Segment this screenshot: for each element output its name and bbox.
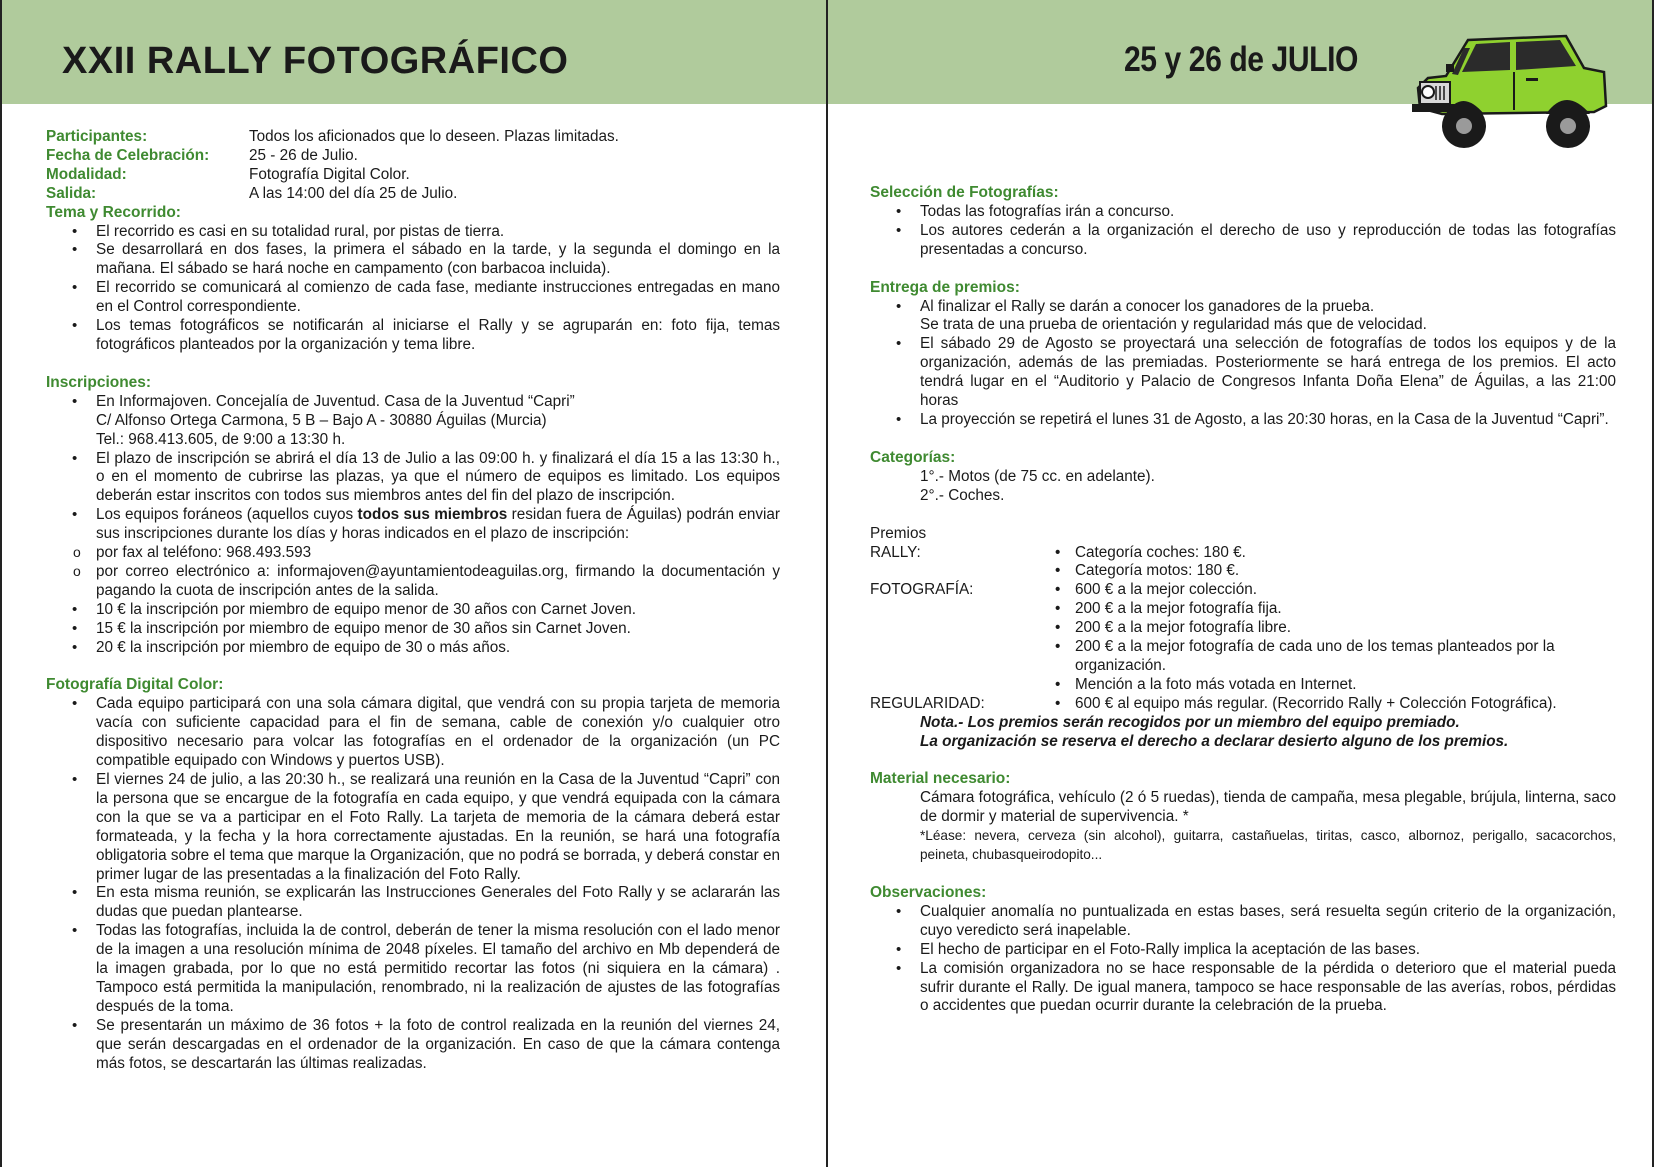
list-item: • 200 € a la mejor fotografía de cada uno de los temas planteados por la organización. [1050,638,1616,676]
list-item: • El viernes 24 de julio, a las 20:30 h., se realizará una reunión en la Casa de la Juventud “Capri” con la persona que se encargue de la fotografía en cada equipo, y que vendrá equipada con la cámara con la que se va a participar en el Foto Rally. La tarjeta de memoria de la cámara deberá estar formateada, y la fecha y la hora correctamente ajustadas. En la reunión, se hará una fotografía obligatoria sobre el tema que marque la Organización, que no podrá se borrada, y deberá constar en primer lugar de las presentadas a la finalización del Foto Rally. [46,771,780,884]
premios-label: Premios [870,524,927,542]
list-item: • Se presentarán un máximo de 36 fotos + la foto de control realizada en la reunión del viernes 24, que serán descargadas en el ordenador de la organización. En caso de que la cámara contenga más fotos, se descartarán las últimas realizadas. [46,1017,780,1074]
list-item: • La proyección se repetirá el lunes 31 de Agosto, a las 20:30 horas, en la Casa de la Juventud “Capri”. [870,411,1616,430]
sublist [46,544,780,601]
inscripciones-heading: Inscripciones: [46,373,152,391]
place-line: • En Informajoven. Concejalía de Juventud. Casa de la Juventud “Capri” [96,392,575,410]
meta-value: A las 14:00 del día 25 de Julio. [249,184,458,202]
left-banner [2,0,826,104]
list-item: • Categoría motos: 180 €. [1050,562,1616,581]
premio-group [870,544,1616,582]
phone-line: Tel.: 968.413.605, de 9:00 a 13:30 h. [96,430,346,448]
tema-heading: Tema y Recorrido: [46,203,181,221]
list-item: • El plazo de inscripción se abrirá el día 13 de Julio a las 09:00 h. y finalizará el día 15 a las 13:30 h., o en el momento de cubrirse las plazas, ya que el número de equipos es limitado. Los equipos deberán estar inscritos con todos sus miembros antes del fin del plazo de inscripción. [46,450,780,507]
text-line: • Al finalizar el Rally se darán a conocer los ganadores de la prueba. [920,297,1375,315]
list-item: • El sábado 29 de Agosto se proyectará una selección de fotografías de todos los equipos y de la organización, además de las premiadas. Posteriormente se hará entrega de los premios. El acto tendrá lugar en el “Auditorio y Palacio de Congresos Infanta Doña Elena” de Águilas, a las 21:00 horas [870,335,1616,411]
list-item: • 600 € al equipo más regular. (Recorrido Rally + Colección Fotográfica). [1050,695,1616,714]
list-item: • Los temas fotográficos se notificarán al iniciarse el Rally y se agruparán en: foto fija, temas fotográficos planteados por la organización y tema libre. [46,317,780,355]
premio-key: FOTOGRAFÍA: [870,581,974,599]
meta-row [46,128,780,147]
list-item: • Los autores cederán a la organización el derecho de uso y reproducción de todas las fotografías presentadas a concurso. [870,222,1616,260]
list-item: • El recorrido es casi en su totalidad rural, por pistas de tierra. [46,223,780,242]
seleccion-list [870,203,1616,260]
list-item: • La comisión organizadora no se hace responsable de la pérdida o deterioro que el material pueda sufrir durante el Rally. De igual manera, tampoco se hace responsable de las averías, robos, pérdidas o accidentes que puedan ocurrir durante la celebración de la prueba. [870,960,1616,1017]
list-item: • 10 € la inscripción por miembro de equipo menor de 30 años con Carnet Joven. [46,601,780,620]
list-item: • Todas las fotografías irán a concurso. [870,203,1616,222]
premios-note: La organización se reserva el derecho a declarar desierto alguno de los premios. [920,732,1509,750]
observaciones-heading: Observaciones: [870,884,987,901]
list-item: • 600 € a la mejor colección. [1050,581,1616,600]
seleccion-heading: Selección de Fotografías: [870,184,1059,201]
sublist-item: o por fax al teléfono: 968.493.593 [46,544,780,563]
observaciones-list [870,903,1616,1016]
meta-value: Todos los aficionados que lo deseen. Plazas limitadas. [249,128,619,145]
categoria-item: 2°.- Coches. [920,486,1005,504]
right-content [870,184,1616,1016]
left-page [0,0,826,1167]
list-item: • Categoría coches: 180 €. [1050,544,1616,563]
premio-items [1050,695,1616,714]
meta-key: Participantes: [46,128,148,145]
event-meta [46,128,780,204]
bold-text: todos sus miembros [357,506,508,524]
list-item: • El recorrido se comunicará al comienzo de cada fase, mediante instrucciones entregadas en mano en el Control correspondiente. [46,279,780,317]
list-item: • 200 € a la mejor fotografía fija. [1050,600,1616,619]
meta-key: Fecha de Celebración: [46,146,210,164]
meta-row [46,166,780,185]
premio-items [1050,581,1616,694]
text-span: residan fuera de Águilas) podrán enviar sus inscripciones durante los días y horas indicados en el plazo de inscripción: [96,506,780,543]
fotografia-list [46,695,780,1073]
list-item: • Se desarrollará en dos fases, la primera el sábado en la tarde, y la segunda el domingo en la mañana. El sábado se hará noche en campamento (con barbacoa incluida). [46,241,780,279]
list-item: • En esta misma reunión, se explicarán las Instrucciones Generales del Foto Rally y se aclararán las dudas que puedan plantearse. [46,884,780,922]
list-item: • Mención a la foto más votada en Internet. [1050,676,1616,695]
meta-row [46,185,780,204]
premio-key: RALLY: [870,543,921,561]
meta-row [46,147,780,166]
list-item [870,298,1616,336]
list-item: • Cualquier anomalía no puntualizada en estas bases, será resuelta según criterio de la organización, cuyo veredicto será inapelable. [870,903,1616,941]
entrega-list [870,298,1616,430]
date-title: 25 y 26 de JULIO [1124,40,1359,79]
categoria-item: 1°.- Motos (de 75 cc. en adelante). [920,467,1155,485]
premio-group [870,581,1616,694]
meta-key: Modalidad: [46,165,127,183]
text-line: Se trata de una prueba de orientación y regularidad más que de velocidad. [920,316,1427,334]
address-line: C/ Alfonso Ortega Carmona, 5 B – Bajo A - 30880 Águilas (Murcia) [96,411,547,429]
list-item: • El hecho de participar en el Foto-Rally implica la aceptación de las bases. [870,941,1616,960]
material-note: *Léase: nevera, cerveza (sin alcohol), guitarra, castañuelas, tiritas, casco, albornoz, perigallo, sacacorchos, peineta, chubasqueirodopito... [920,828,1616,863]
premio-key: REGULARIDAD: [870,694,985,712]
categorias-heading: Categorías: [870,448,956,466]
text-span: Los equipos foráneos (aquellos cuyos [96,506,358,524]
right-page [828,0,1654,1167]
fotografia-heading: Fotografía Digital Color: [46,676,224,694]
list-item: • 15 € la inscripción por miembro de equipo menor de 30 años sin Carnet Joven. [46,620,780,639]
material-text: Cámara fotográfica, vehículo (2 ó 5 ruedas), tienda de campaña, mesa plegable, brújula, linterna, saco de dormir y material de supervivencia. * [920,789,1616,826]
tema-list [46,223,780,355]
sublist-item: o por correo electrónico a: informajoven@ayuntamientodeaguilas.org, firmando la documentación y pagando la cuota de inscripción antes de la salida. [46,563,780,601]
rally-title: XXII RALLY FOTOGRÁFICO [62,40,569,82]
list-item: • 200 € a la mejor fotografía libre. [1050,619,1616,638]
meta-value: Fotografía Digital Color. [249,165,410,183]
list-item [46,393,780,450]
premio-items [1050,544,1616,582]
list-item: • Cada equipo participará con una sola cámara digital, que vendrá con su propia tarjeta de memoria vacía con suficiente capacidad para el fin de semana, cable de conexión y/o cualquier otro dispositivo necesario para volcar las fotografías en el ordenador de la organización (un PC compatible equipado con Windows y puertos USB). [46,695,780,771]
off-road-car-icon [1406,28,1616,154]
premios-note: Nota.- Los premios serán recogidos por un miembro del equipo premiado. [920,713,1460,731]
list-item [46,506,780,601]
entrega-heading: Entrega de premios: [870,278,1020,296]
premio-group [870,695,1616,714]
list-item: • 20 € la inscripción por miembro de equipo de 30 o más años. [46,639,780,658]
material-heading: Material necesario: [870,770,1011,788]
inscripciones-list [46,393,780,658]
left-content [46,128,780,1074]
list-item: • Todas las fotografías, incluida la de control, deberán de tener la misma resolución con el lado menor de la imagen a una resolución mínima de 2048 píxeles. El tamaño del archivo en Mb dependerá de la imagen grabada, por lo que no está permitido recortar las fotos (ni siquiera en la cámara) . Tampoco está permitida la manipulación, renombrado, ni la realización de ajustes de las fotografías después de la toma. [46,922,780,1017]
meta-value: 25 - 26 de Julio. [249,146,358,164]
meta-key: Salida: [46,184,97,202]
